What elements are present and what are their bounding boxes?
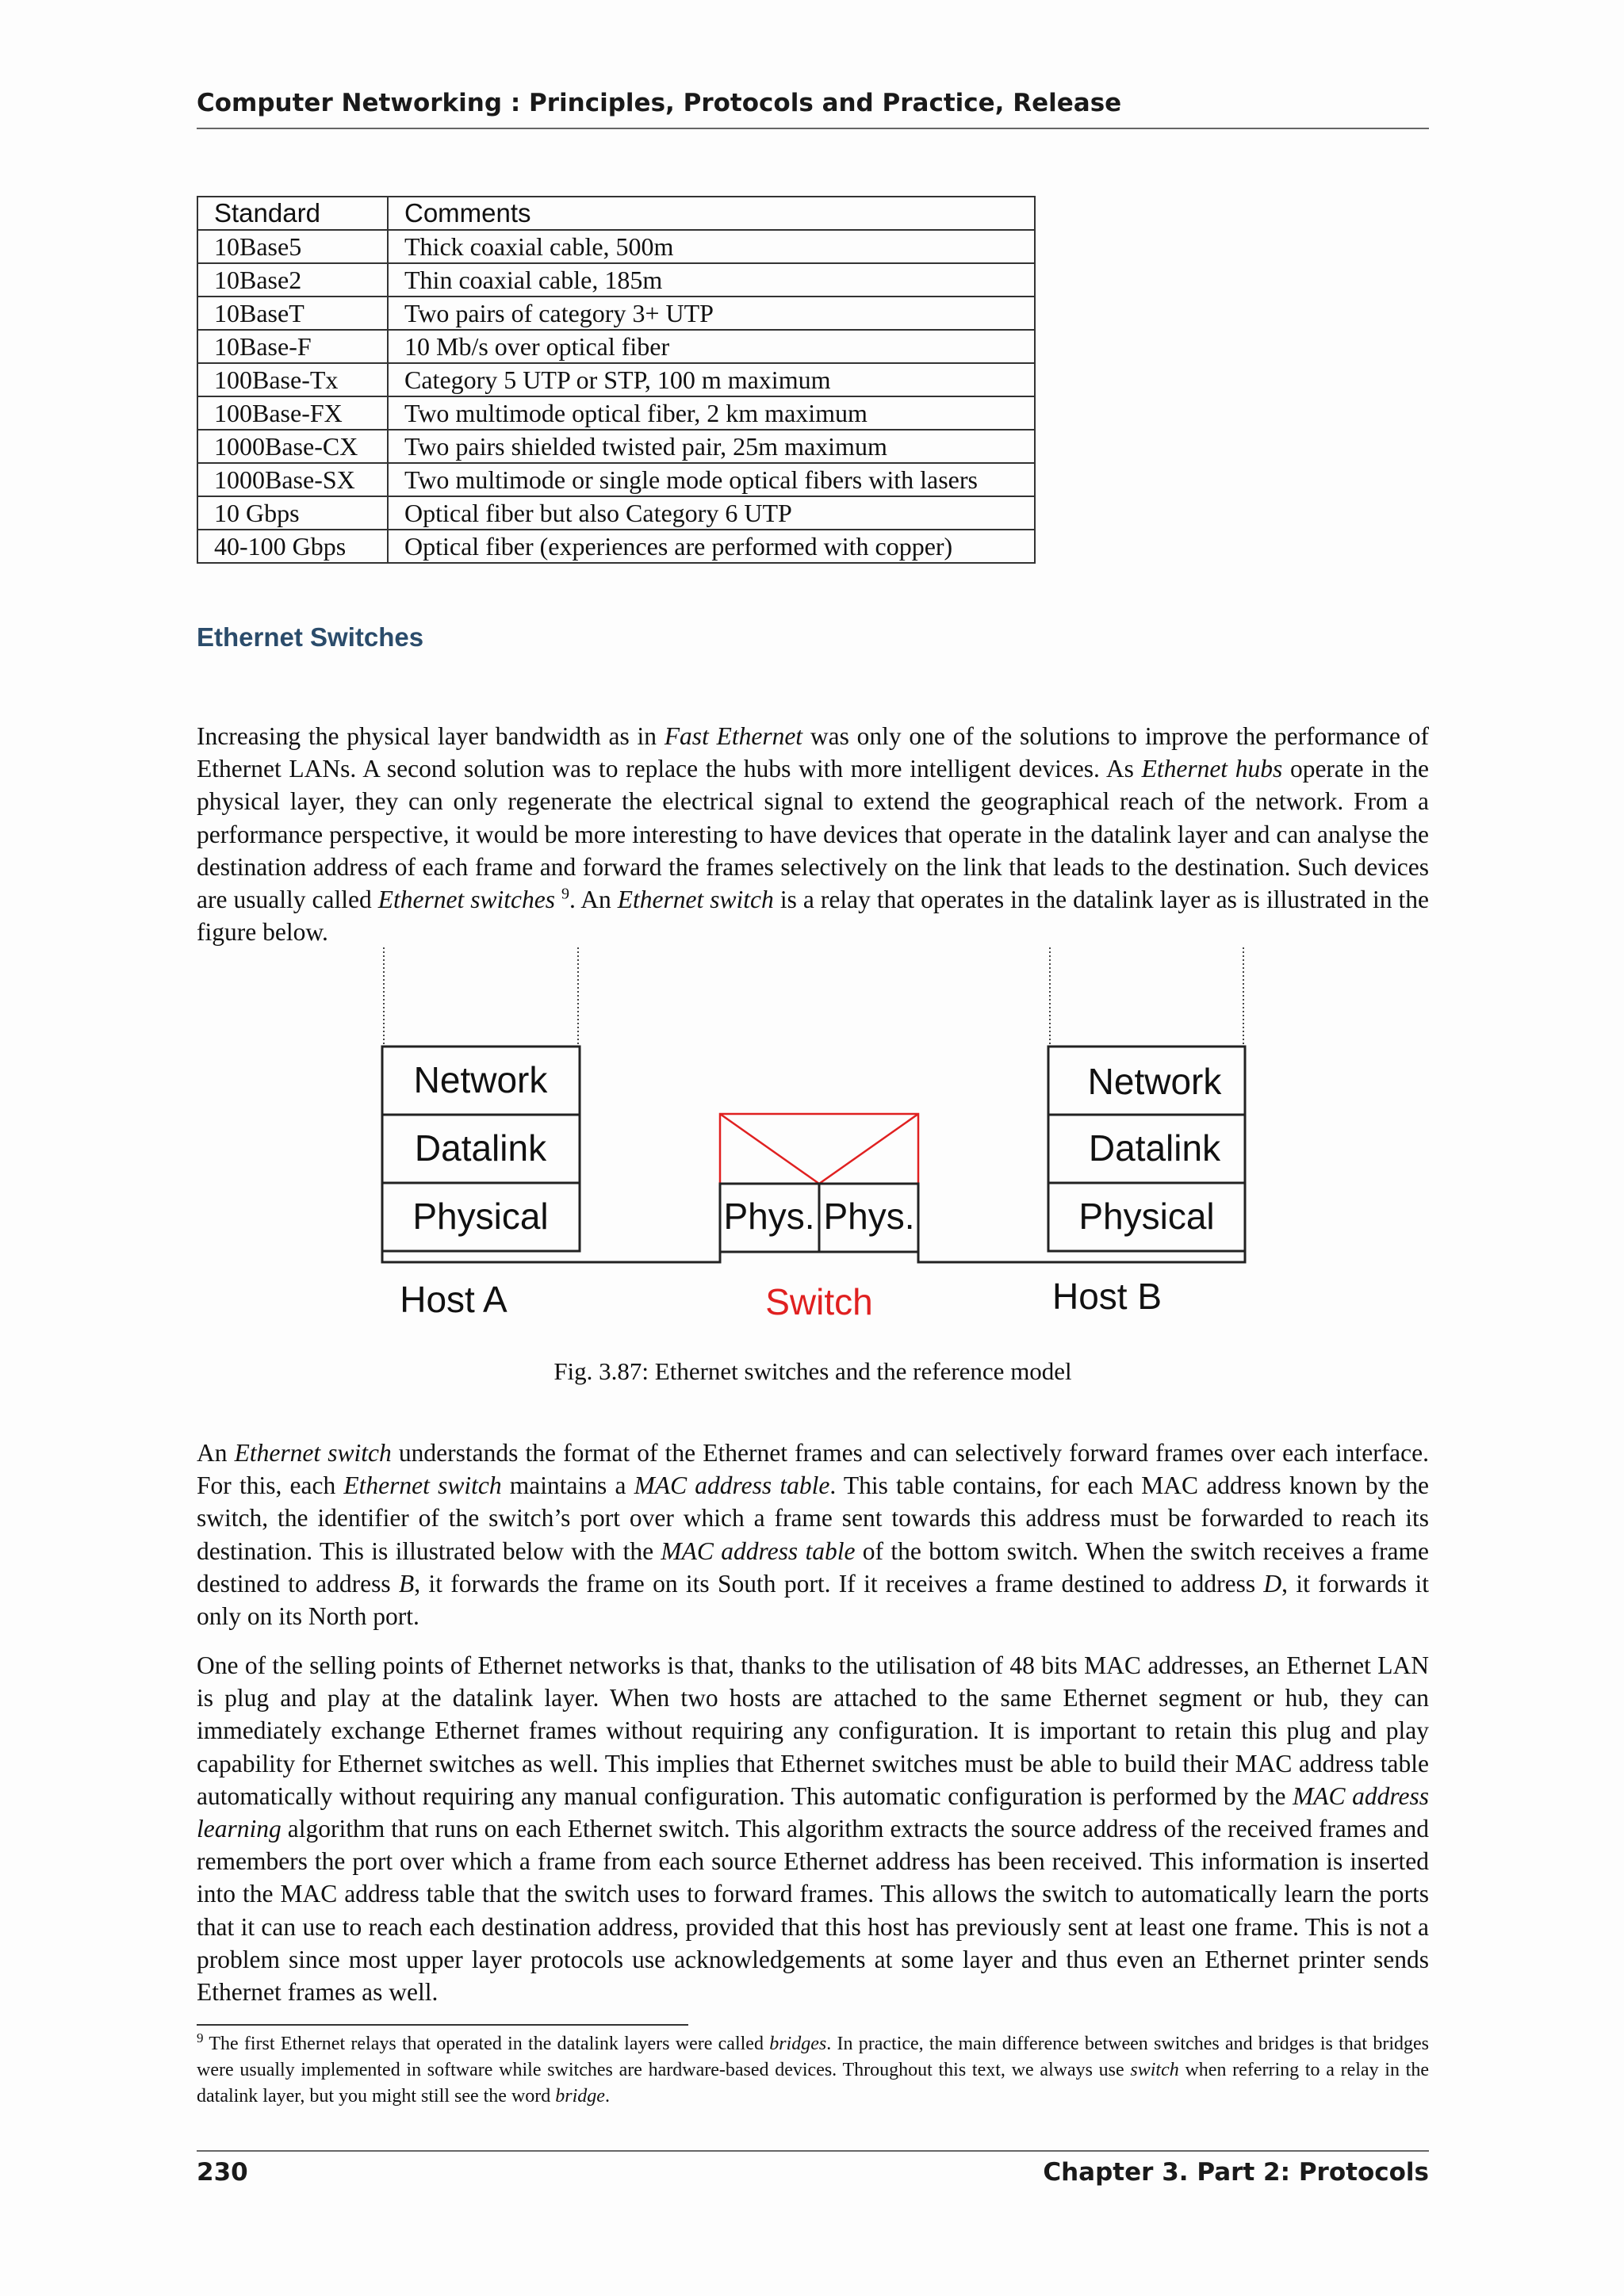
table-row — [197, 297, 1035, 330]
standard-cell: 1000Base-CX — [197, 430, 388, 463]
switch-relay-line-left — [720, 1114, 819, 1184]
table-row — [197, 263, 1035, 297]
footnote-text — [197, 2034, 1429, 2107]
switch-phys-left-label: Phys. — [723, 1196, 815, 1237]
comment-cell: Two multimode optical fiber, 2 km maximum — [388, 396, 1035, 430]
paragraph-mac-learning — [197, 1649, 1429, 2008]
host-b-label: Host B — [1051, 1276, 1162, 1317]
emphasis-text: MAC address table — [634, 1471, 830, 1500]
table-row — [197, 363, 1035, 396]
text-run: Increasing the physical layer bandwidth as in — [197, 722, 665, 750]
host-a-label: Host A — [400, 1279, 508, 1320]
running-header: Computer Networking : Principles, Protocols and Practice, Release — [197, 89, 1122, 117]
table-row — [197, 330, 1035, 363]
comment-cell: Two multimode or single mode optical fibers with lasers — [388, 463, 1035, 496]
switch-stack — [720, 1114, 918, 1322]
text-run: . In practice, the main difference between switches and bridges is that bridges were usually implemented in software while switches are hardware-based devices. Throughout this text, we always use — [197, 2034, 1429, 2080]
comment-cell: Optical fiber but also Category 6 UTP — [388, 496, 1035, 530]
emphasis-text: Fast Ethernet — [664, 722, 803, 750]
text-run: . — [604, 2086, 610, 2107]
emphasis-text: Ethernet switch — [343, 1471, 502, 1500]
text-run: , it forwards the frame on its South port. If it receives a frame destined to address — [414, 1569, 1264, 1598]
switch-phys-right-label: Phys. — [823, 1196, 915, 1237]
text-run: operate in the physical layer, they can only regenerate the electrical signal to extend the geographical reach of the network. From a performance perspective, it would be more interesting to have devices that operate in the datalink layer and can analyse the destination address of each frame and forward the frames selectively on the link that leads to the destination. Such devices are usually called — [197, 755, 1429, 914]
text-run: is a relay that operates in the datalink layer as is illustrated in the figure below. — [197, 886, 1430, 947]
emphasis-text: bridges — [769, 2034, 827, 2054]
standard-cell: 10 Gbps — [197, 496, 388, 530]
text-run — [555, 886, 561, 913]
table-row — [197, 430, 1035, 463]
comment-cell: Two pairs of category 3+ UTP — [388, 297, 1035, 330]
footnote-number: 9 — [197, 2030, 204, 2045]
paragraph-intro — [197, 720, 1429, 948]
table-row — [197, 496, 1035, 530]
paragraph-mac-table — [197, 1437, 1429, 1632]
page-number: 230 — [197, 2158, 248, 2187]
text-run: . This table contains, for each MAC address known by the switch, the identifier of the switch’s port over which a frame sent towards this address must be forwarded to reach its destination. This is illustrated below with the — [197, 1471, 1429, 1565]
standard-cell: 10Base-F — [197, 330, 388, 363]
comment-cell: Thick coaxial cable, 500m — [388, 230, 1035, 263]
emphasis-text: Ethernet switch — [617, 886, 774, 914]
switch-datalink-box — [720, 1114, 918, 1184]
emphasis-text: Ethernet hubs — [1141, 755, 1283, 783]
standard-cell: 10Base2 — [197, 263, 388, 297]
table-header-row — [197, 197, 1035, 230]
footnote — [197, 2031, 1429, 2110]
table-row — [197, 530, 1035, 563]
host-b-network-label: Network — [1087, 1061, 1222, 1102]
link-switch-to-host-b — [918, 1251, 1245, 1262]
standard-cell: 100Base-FX — [197, 396, 388, 430]
column-header: Comments — [388, 197, 1035, 230]
switch-label: Switch — [765, 1281, 873, 1322]
emphasis-text: Ethernet switches — [377, 886, 555, 914]
host-a-physical-label: Physical — [412, 1196, 549, 1237]
table-row — [197, 396, 1035, 430]
chapter-title: Chapter 3. Part 2: Protocols — [1043, 2158, 1429, 2187]
footnote-ref: 9 — [561, 885, 570, 903]
ethernet-standards-table — [197, 196, 1036, 564]
text-run: An — [197, 1439, 235, 1467]
emphasis-text: D — [1263, 1569, 1282, 1598]
header-rule — [197, 128, 1429, 129]
comment-cell: Thin coaxial cable, 185m — [388, 263, 1035, 297]
emphasis-text: MAC address table — [661, 1536, 856, 1565]
text-run: of the bottom switch. When the switch receives a frame destined to address — [197, 1536, 1429, 1598]
standard-cell: 10BaseT — [197, 297, 388, 330]
switch-reference-model-figure — [374, 947, 1247, 1344]
table-row — [197, 463, 1035, 496]
standard-cell: 40-100 Gbps — [197, 530, 388, 563]
emphasis-text: B — [398, 1569, 415, 1598]
host-b-physical-label: Physical — [1078, 1196, 1215, 1237]
text-run: One of the selling points of Ethernet networks is that, thanks to the utilisation of 48 bits MAC addresses, an Ethernet LAN is plug and play at the datalink layer. When two hosts are attached to the same Ethernet segment or hub, they can immediately exchange Ethernet frames without requiring any configuration. It is important to retain this plug and play capability for Ethernet switches as well. This implies that Ethernet switches must be able to build their MAC address table automatically without requiring any manual configuration. This automatic configuration is performed by the — [197, 1651, 1429, 1810]
comment-cell: Optical fiber (experiences are performed with copper) — [388, 530, 1035, 563]
host-a-stack — [382, 947, 580, 1320]
text-run: The first Ethernet relays that operated in the datalink layers were called — [203, 2034, 770, 2054]
standard-cell: 100Base-Tx — [197, 363, 388, 396]
section-title: Ethernet Switches — [197, 622, 424, 652]
comment-cell: 10 Mb/s over optical fiber — [388, 330, 1035, 363]
standard-cell: 1000Base-SX — [197, 463, 388, 496]
emphasis-text: Ethernet switch — [234, 1439, 392, 1467]
switch-relay-line-right — [819, 1114, 918, 1184]
host-a-network-label: Network — [413, 1059, 548, 1100]
standard-cell: 10Base5 — [197, 230, 388, 263]
text-run: when referring to a relay in the datalink layer, but you might still see the word — [197, 2060, 1429, 2107]
host-b-datalink-label: Datalink — [1088, 1127, 1221, 1169]
emphasis-text: switch — [1130, 2060, 1179, 2080]
figure-caption: Fig. 3.87: Ethernet switches and the reference model — [553, 1357, 1072, 1385]
text-run: understands the format of the Ethernet frames and can selectively forward frames over each interface. For this, each — [197, 1439, 1429, 1500]
emphasis-text: MAC address learning — [197, 1781, 1429, 1843]
text-run: was only one of the solutions to improve the performance of Ethernet LANs. A second solution was to replace the hubs with more intelligent devices. As — [197, 722, 1430, 783]
text-run: algorithm that runs on each Ethernet switch. This algorithm extracts the source address of the received frames and remembers the port over which a frame from each source Ethernet address has been received. This information is inserted into the MAC address table that the switch uses to forward frames. This allows the switch to automatically learn the ports that it can use to reach each destination address, provided that this host has previously sent at least one frame. This is not a problem since most upper layer protocols use acknowledgements at some layer and thus even an Ethernet printer sends Ethernet frames as well. — [197, 1815, 1429, 2007]
emphasis-text: bridge — [555, 2086, 605, 2107]
text-run: , it forwards it only on its North port. — [197, 1569, 1429, 1631]
host-a-datalink-label: Datalink — [414, 1127, 547, 1169]
footnote-rule — [197, 2024, 688, 2026]
text-run: . An — [569, 886, 618, 914]
comment-cell: Two pairs shielded twisted pair, 25m maximum — [388, 430, 1035, 463]
link-host-a-to-switch — [382, 1251, 720, 1262]
text-run: maintains a — [501, 1471, 634, 1500]
comment-cell: Category 5 UTP or STP, 100 m maximum — [388, 363, 1035, 396]
footer-rule — [197, 2150, 1429, 2152]
column-header: Standard — [197, 197, 388, 230]
table-row — [197, 230, 1035, 263]
